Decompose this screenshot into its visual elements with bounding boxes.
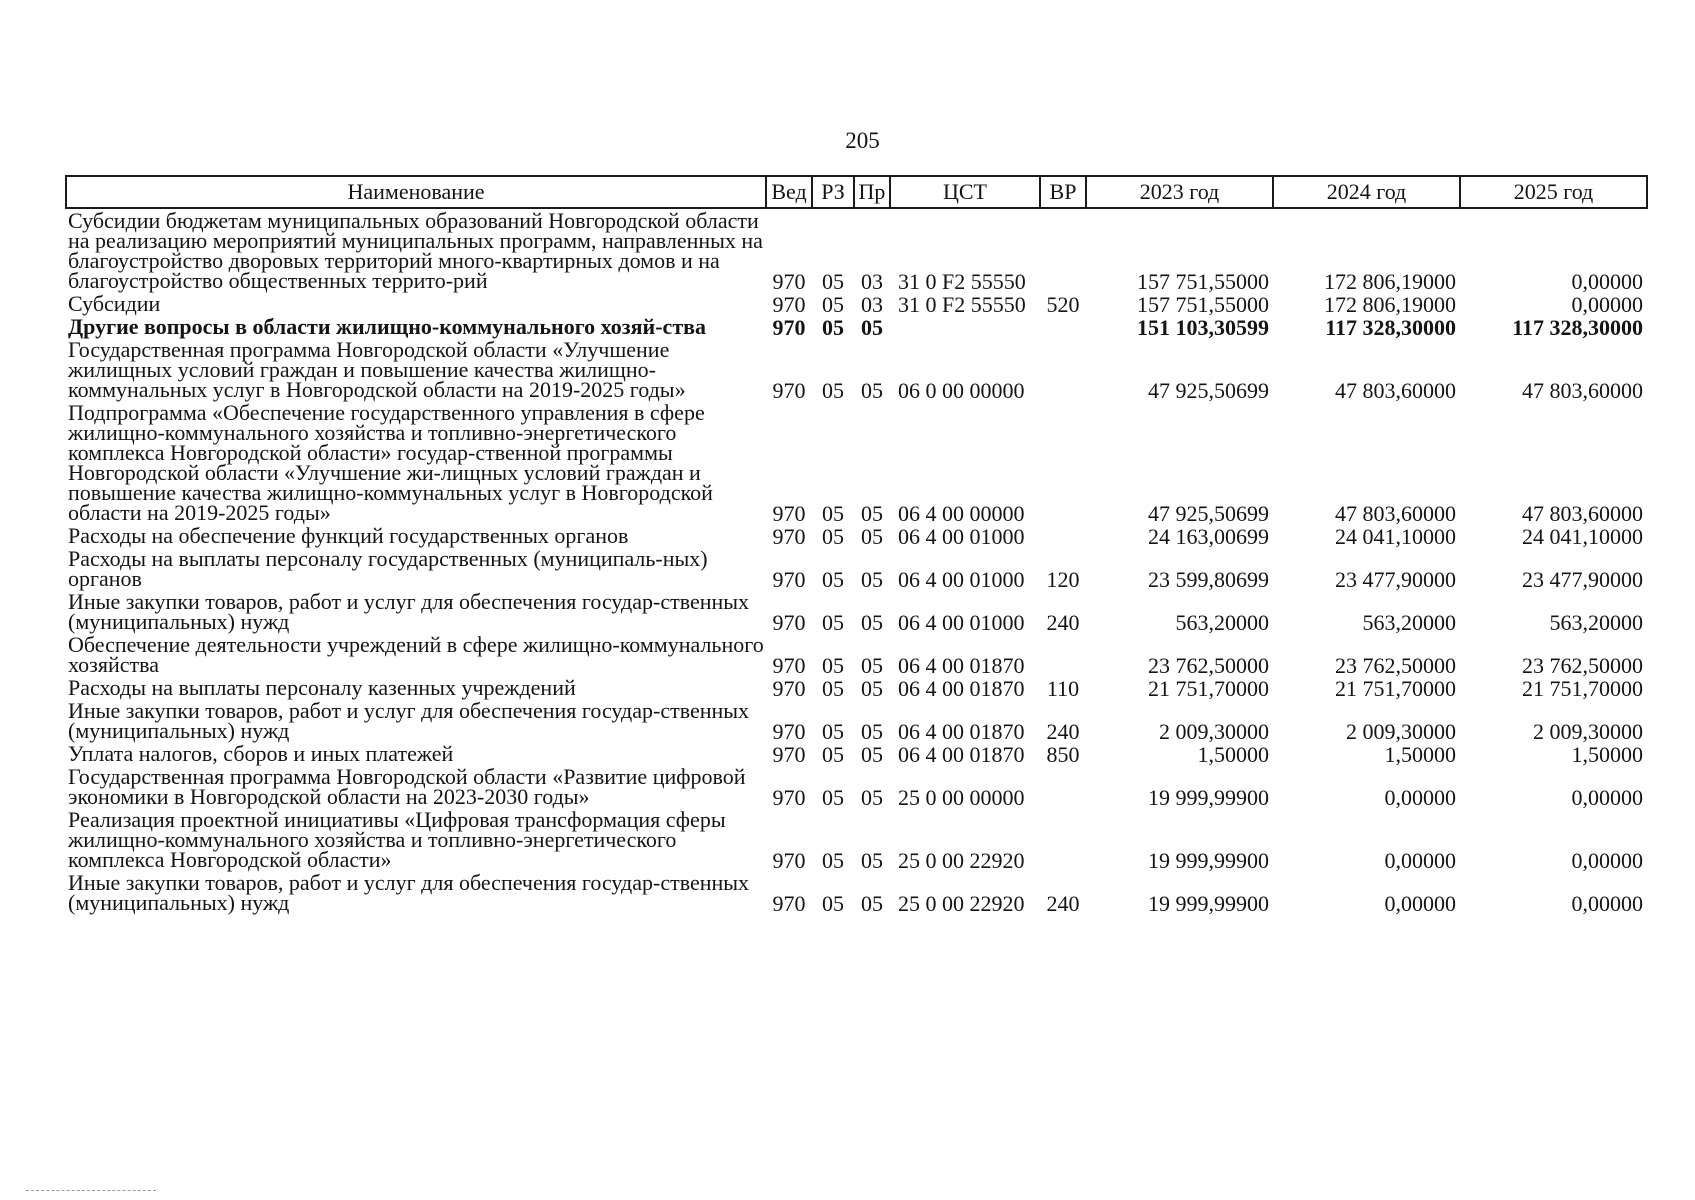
cell-cst: 25 0 00 22920 [898, 848, 1025, 873]
table-row [66, 292, 1647, 315]
cell-rz: 05 [822, 676, 844, 701]
cell-ved: 970 [772, 292, 806, 317]
cell-rz: 05 [822, 292, 844, 317]
cell-2024: 21 751,70000 [1335, 676, 1456, 701]
cell-2023: 47 925,50699 [1148, 501, 1269, 526]
cell-cst: 06 0 00 00000 [898, 378, 1025, 403]
cell-rz: 05 [822, 785, 844, 810]
cell-2024: 47 803,60000 [1335, 501, 1456, 526]
table-row [66, 524, 1647, 547]
cell-2023: 19 999,99900 [1148, 785, 1269, 810]
budget-table [65, 175, 1648, 914]
cell-vr [1040, 315, 1086, 338]
cell-ved: 970 [772, 524, 806, 549]
cell-ved: 970 [772, 567, 806, 592]
cell-2025: 23 762,50000 [1522, 653, 1643, 678]
table-row [66, 208, 1647, 292]
cell-pr: 05 [861, 653, 883, 678]
cell-2024: 172 806,19000 [1324, 292, 1456, 317]
cell-pr: 05 [861, 891, 883, 916]
cell-2024: 563,20000 [1362, 610, 1456, 635]
cell-2023: 151 103,30599 [1137, 315, 1269, 340]
cell-2024: 1,50000 [1384, 742, 1456, 767]
cell-rz: 05 [822, 653, 844, 678]
cell-pr: 05 [861, 785, 883, 810]
cell-2025: 21 751,70000 [1522, 676, 1643, 701]
cell-rz: 05 [822, 378, 844, 403]
cell-vr [1040, 765, 1086, 808]
cell-2024: 0,00000 [1384, 891, 1456, 916]
cell-ved: 970 [772, 501, 806, 526]
cell-2024: 172 806,19000 [1324, 269, 1456, 294]
header-name: Наименование [66, 176, 766, 208]
cell-2023: 157 751,55000 [1137, 292, 1269, 317]
cell-cst: 06 4 00 01000 [898, 524, 1025, 549]
cell-2025: 0,00000 [1571, 269, 1643, 294]
table-row [66, 808, 1647, 871]
cell-name: Реализация проектной инициативы «Цифровая трансформация сферы жилищно-коммунального хозяйства и топливно-энергетического комплекса Новгородской области» [68, 807, 726, 872]
cell-vr: 240 [1046, 610, 1080, 635]
cell-vr [1040, 401, 1086, 524]
header-cst: ЦСТ [890, 176, 1040, 208]
cell-pr: 05 [861, 524, 883, 549]
table-row [66, 871, 1647, 914]
cell-vr: 240 [1046, 891, 1080, 916]
cell-name: Уплата налогов, сборов и иных платежей [68, 741, 454, 766]
cell-name: Другие вопросы в области жилищно-коммунального хозяй-ства [68, 314, 706, 339]
cell-2025: 23 477,90000 [1522, 567, 1643, 592]
cell-ved: 970 [772, 719, 806, 744]
cell-2025: 0,00000 [1571, 292, 1643, 317]
cell-cst: 06 4 00 01870 [898, 742, 1025, 767]
cell-pr: 05 [861, 742, 883, 767]
cell-ved: 970 [772, 785, 806, 810]
cell-ved: 970 [772, 378, 806, 403]
header-2024: 2024 год [1273, 176, 1460, 208]
cell-name: Государственная программа Новгородской области «Улучшение жилищных условий граждан и повышение качества жилищно-коммунальных услуг в Новгородской области на 2019-2025 годы» [68, 337, 686, 402]
cell-2024: 47 803,60000 [1335, 378, 1456, 403]
cell-2023: 19 999,99900 [1148, 848, 1269, 873]
cell-2024: 117 328,30000 [1325, 315, 1456, 340]
cell-ved: 970 [772, 848, 806, 873]
header-2023: 2023 год [1086, 176, 1273, 208]
cell-cst: 06 4 00 01870 [898, 676, 1025, 701]
cell-name: Обеспечение деятельности учреждений в сфере жилищно-коммунального хозяйства [68, 632, 764, 677]
cell-2024: 24 041,10000 [1335, 524, 1456, 549]
cell-vr [1040, 808, 1086, 871]
cell-rz: 05 [822, 848, 844, 873]
cell-pr: 03 [861, 292, 883, 317]
cell-ved: 970 [772, 315, 806, 340]
table-body [66, 208, 1647, 914]
cell-vr: 520 [1046, 292, 1080, 317]
cell-2025: 0,00000 [1571, 848, 1643, 873]
cell-2023: 2 009,30000 [1159, 719, 1269, 744]
cell-ved: 970 [772, 742, 806, 767]
cell-pr: 03 [861, 269, 883, 294]
cell-2024: 23 762,50000 [1335, 653, 1456, 678]
cell-name: Расходы на выплаты персоналу государственных (муниципаль-ных) органов [68, 546, 708, 591]
cell-2025: 1,50000 [1571, 742, 1643, 767]
cell-rz: 05 [822, 891, 844, 916]
table-row [66, 401, 1647, 524]
cell-2024: 23 477,90000 [1335, 567, 1456, 592]
cell-cst: 31 0 F2 55550 [898, 292, 1026, 317]
cell-pr: 05 [861, 315, 883, 340]
cell-2023: 157 751,55000 [1137, 269, 1269, 294]
cell-vr [1040, 208, 1086, 292]
cell-pr: 05 [861, 848, 883, 873]
cell-2025: 47 803,60000 [1522, 378, 1643, 403]
cell-name: Иные закупки товаров, работ и услуг для обеспечения государ-ственных (муниципальных) нужд [68, 698, 750, 743]
cell-vr: 850 [1046, 742, 1080, 767]
cell-2023: 23 762,50000 [1148, 653, 1269, 678]
table-row [66, 590, 1647, 633]
cell-name: Иные закупки товаров, работ и услуг для обеспечения государ-ственных (муниципальных) нужд [68, 870, 750, 915]
cell-rz: 05 [822, 524, 844, 549]
cell-pr: 05 [861, 567, 883, 592]
cell-cst: 31 0 F2 55550 [898, 269, 1026, 294]
cell-vr: 110 [1046, 676, 1080, 701]
cell-2025: 117 328,30000 [1512, 315, 1643, 340]
cell-rz: 05 [822, 719, 844, 744]
cell-rz: 05 [822, 315, 844, 340]
cell-rz: 05 [822, 269, 844, 294]
cell-2025: 2 009,30000 [1533, 719, 1643, 744]
cell-vr: 120 [1046, 567, 1080, 592]
cell-2023: 24 163,00699 [1148, 524, 1269, 549]
cell-cst: 25 0 00 00000 [898, 785, 1025, 810]
cell-name: Подпрограмма «Обеспечение государственного управления в сфере жилищно-коммунального хозяйства и топливно-энергетического комплекса Новгородской области» государ-ственной программы Новгородской области «Улучшение жи-лищных условий граждан и повышение качества жилищно-коммунальных услуг в Новгородской области на 2019-2025 годы» [68, 400, 713, 525]
footer-rule [26, 1190, 156, 1191]
cell-2023: 19 999,99900 [1148, 891, 1269, 916]
cell-ved: 970 [772, 891, 806, 916]
header-rz: РЗ [812, 176, 854, 208]
cell-pr: 05 [861, 378, 883, 403]
header-pr: Пр [854, 176, 890, 208]
cell-pr: 05 [861, 501, 883, 526]
cell-ved: 970 [772, 269, 806, 294]
cell-name: Государственная программа Новгородской области «Развитие цифровой экономики в Новгородской области на 2023-2030 годы» [68, 764, 746, 809]
table-row [66, 547, 1647, 590]
cell-rz: 05 [822, 501, 844, 526]
cell-cst: 25 0 00 22920 [898, 891, 1025, 916]
cell-cst: 06 4 00 01000 [898, 567, 1025, 592]
cell-vr [1040, 338, 1086, 401]
page-number: 205 [845, 128, 880, 153]
cell-2025: 563,20000 [1549, 610, 1643, 635]
table-row [66, 676, 1647, 699]
cell-rz: 05 [822, 610, 844, 635]
cell-name: Субсидии [68, 291, 161, 316]
cell-2024: 0,00000 [1384, 848, 1456, 873]
cell-name: Иные закупки товаров, работ и услуг для обеспечения государ-ственных (муниципальных) нужд [68, 589, 750, 634]
cell-vr: 240 [1046, 719, 1080, 744]
cell-2025: 47 803,60000 [1522, 501, 1643, 526]
cell-2025: 0,00000 [1571, 891, 1643, 916]
header-2025: 2025 год [1460, 176, 1647, 208]
cell-ved: 970 [772, 610, 806, 635]
cell-vr [1040, 633, 1086, 676]
cell-pr: 05 [861, 676, 883, 701]
table-row [66, 633, 1647, 676]
cell-name: Субсидии бюджетам муниципальных образований Новгородской области на реализацию мероприятий муниципальных программ, направленных на благоустройство дворовых территорий много-квартирных домов и на благоустройство общественных террито-рий [68, 208, 763, 293]
cell-2023: 21 751,70000 [1148, 676, 1269, 701]
cell-name: Расходы на выплаты персоналу казенных учреждений [68, 675, 576, 700]
cell-2023: 1,50000 [1197, 742, 1269, 767]
table-header-row [66, 176, 1647, 208]
table-row [66, 315, 1647, 338]
table-row [66, 699, 1647, 742]
header-ved: Вед [766, 176, 812, 208]
cell-name: Расходы на обеспечение функций государственных органов [68, 523, 629, 548]
table-row [66, 338, 1647, 401]
cell-2023: 47 925,50699 [1148, 378, 1269, 403]
table-row [66, 742, 1647, 765]
header-vr: ВР [1040, 176, 1086, 208]
cell-2024: 0,00000 [1384, 785, 1456, 810]
cell-2025: 24 041,10000 [1522, 524, 1643, 549]
cell-cst [890, 315, 1040, 338]
cell-cst: 06 4 00 00000 [898, 501, 1025, 526]
cell-pr: 05 [861, 719, 883, 744]
cell-rz: 05 [822, 567, 844, 592]
cell-2024: 2 009,30000 [1346, 719, 1456, 744]
cell-rz: 05 [822, 742, 844, 767]
cell-ved: 970 [772, 653, 806, 678]
cell-cst: 06 4 00 01000 [898, 610, 1025, 635]
cell-2023: 23 599,80699 [1148, 567, 1269, 592]
cell-2025: 0,00000 [1571, 785, 1643, 810]
cell-cst: 06 4 00 01870 [898, 653, 1025, 678]
cell-2023: 563,20000 [1175, 610, 1269, 635]
cell-ved: 970 [772, 676, 806, 701]
cell-pr: 05 [861, 610, 883, 635]
cell-cst: 06 4 00 01870 [898, 719, 1025, 744]
table-row [66, 765, 1647, 808]
cell-vr [1040, 524, 1086, 547]
